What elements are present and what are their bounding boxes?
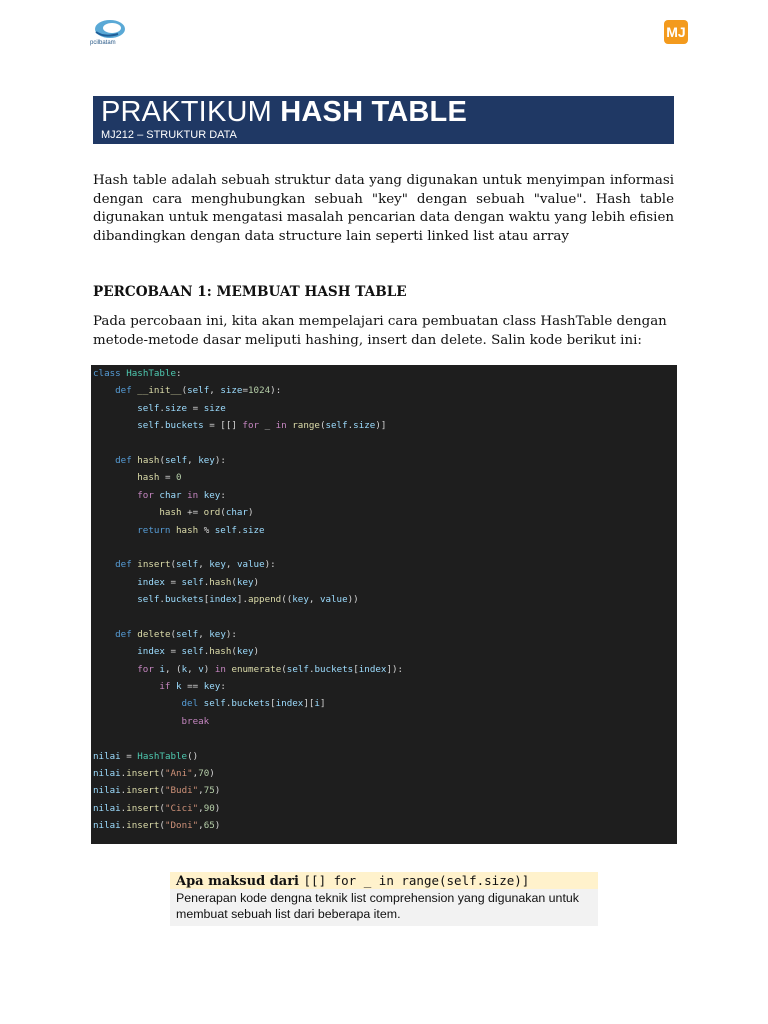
code-line: index = self.hash(key) xyxy=(137,576,260,588)
institution-logo-text: pcilbatam xyxy=(90,40,116,46)
code-line: break xyxy=(181,715,210,727)
code-line: def hash(self, key): xyxy=(115,454,226,466)
institution-logo xyxy=(88,16,132,50)
code-line xyxy=(93,608,677,625)
code-line: class HashTable: xyxy=(93,368,182,379)
code-line: nilai.insert("Cici",90) xyxy=(93,802,221,814)
answer: Penerapan kode dengna teknik list comprehension yang digunakan untuk membuat sebuah list dari beberapa item. xyxy=(170,889,598,926)
code-line: self.buckets = [[] for _ in range(self.size)] xyxy=(137,420,387,432)
page-title xyxy=(101,96,467,128)
code-line: hash += ord(char) xyxy=(159,507,254,519)
title-bold: HASH TABLE xyxy=(280,96,467,128)
code-line: if k == key: xyxy=(159,681,226,693)
code-line xyxy=(93,730,677,747)
question-code: [[] for _ in range(self.size)] xyxy=(303,873,530,888)
question-label: Apa maksud dari xyxy=(176,874,304,889)
code-line: for char in key: xyxy=(137,489,226,501)
mj-logo: MJ xyxy=(664,20,688,44)
code-line: def delete(self, key): xyxy=(115,628,237,640)
code-line: nilai.insert("Budi",75) xyxy=(93,785,221,797)
code-line: self.buckets[index].append((key, value)) xyxy=(137,594,359,606)
title-banner xyxy=(93,96,674,144)
swirl-logo-icon xyxy=(92,18,126,40)
section-heading: PERCOBAAN 1: MEMBUAT HASH TABLE xyxy=(93,284,407,300)
title-light: PRAKTIKUM xyxy=(101,96,281,128)
code-line: nilai.insert("Doni",65) xyxy=(93,820,221,832)
question-box xyxy=(170,872,598,926)
code-line: nilai = HashTable() xyxy=(93,750,199,762)
code-block xyxy=(91,365,677,844)
course-subtitle: MJ212 – STRUKTUR DATA xyxy=(101,129,237,141)
code-line: hash = 0 xyxy=(137,472,182,484)
code-line xyxy=(93,435,677,452)
code-line: del self.buckets[index][i] xyxy=(181,698,326,710)
question xyxy=(170,872,598,889)
code-line: index = self.hash(key) xyxy=(137,646,260,658)
code-line: nilai.insert("Ani",70) xyxy=(93,767,215,779)
code-line: def __init__(self, size=1024): xyxy=(115,385,282,397)
code-line: self.size = size xyxy=(137,402,226,414)
code-line: def insert(self, key, value): xyxy=(115,559,276,571)
code-line xyxy=(93,539,677,556)
code-line: return hash % self.size xyxy=(137,524,265,536)
section-paragraph: Pada percobaan ini, kita akan mempelajari cara pembuatan class HashTable dengan metode-metode dasar meliputi hashing, insert dan delete. Salin kode berikut ini: xyxy=(93,314,667,348)
code-line: for i, (k, v) in enumerate(self.buckets[index]): xyxy=(137,663,404,675)
intro-paragraph: Hash table adalah sebuah struktur data yang digunakan untuk menyimpan informasi dengan cara menghubungkan sebuah "key" dengan sebuah "value". Hash table digunakan untuk mengatasi masalah pencarian data dengan waktu yang lebih efisien dibandingkan dengan data structure lain seperti linked list atau array xyxy=(93,173,674,244)
